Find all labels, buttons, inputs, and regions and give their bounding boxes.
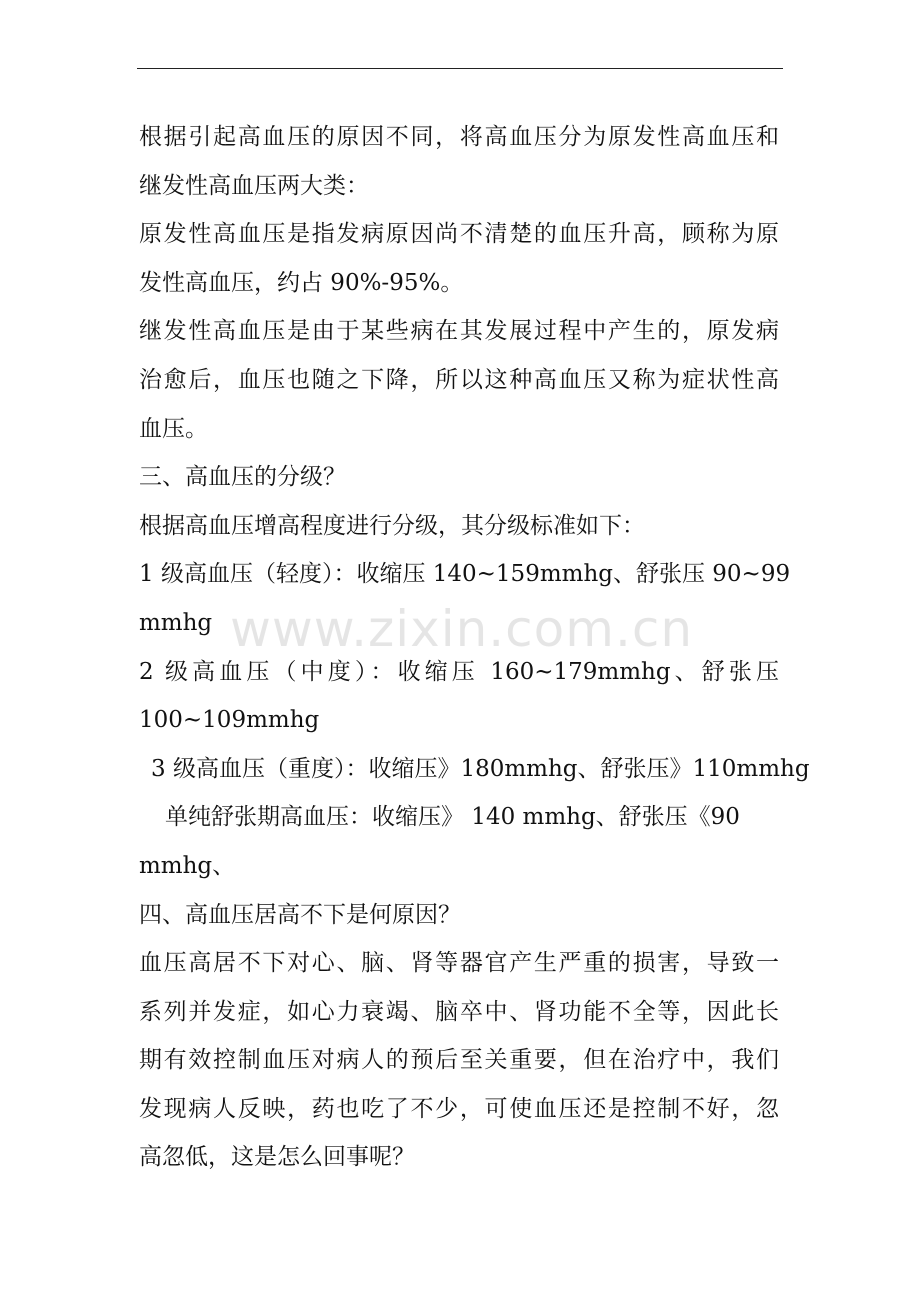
paragraph-line: 原发性高血压是指发病原因尚不清楚的血压升高，顾称为原	[139, 221, 779, 248]
body-text	[139, 113, 810, 1182]
paragraph-line: 根据高血压增高程度进行分级，其分级标准如下：	[139, 512, 645, 539]
paragraph-line: 继发性高血压两大类：	[139, 172, 369, 199]
paragraph-line: 治愈后，血压也随之下降，所以这种高血压又称为症状性高	[139, 366, 779, 393]
section-heading: 四、高血压居高不下是何原因？	[139, 901, 461, 928]
diastolic-line: 单纯舒张期高血压：收缩压》 140 mmhg、舒张压《90	[165, 804, 740, 831]
paragraph-line: 发现病人反映，药也吃了不少，可使血压还是控制不好，忽	[139, 1095, 779, 1122]
paragraph-line: 系列并发症，如心力衰竭、脑卒中、肾功能不全等，因此长	[139, 998, 779, 1025]
section-heading: 三、高血压的分级？	[139, 464, 346, 491]
watermark: www.zixin.com.cn	[230, 600, 694, 658]
grade-2-unit: 100~109mmhg	[139, 707, 320, 734]
grade-3-line: 3 级高血压（重度）：收缩压》180mmhg、舒张压》110mmhg	[151, 755, 810, 782]
paragraph-line: 根据引起高血压的原因不同，将高血压分为原发性高血压和	[139, 124, 779, 150]
grade-2-line: 2 级高血压（中度）：收缩压 160~179mmhg、舒张压	[139, 658, 779, 685]
paragraph-line: 高忽低，这是怎么回事呢？	[139, 1144, 415, 1171]
paragraph-line: 血压。	[139, 415, 208, 442]
diastolic-unit: mmhg、	[139, 852, 236, 879]
header-rule	[137, 68, 783, 69]
grade-1-unit: mmhg	[139, 609, 213, 636]
paragraph-line: 血压高居不下对心、脑、肾等器官产生严重的损害，导致一	[139, 950, 779, 977]
paragraph-line: 继发性高血压是由于某些病在其发展过程中产生的，原发病	[139, 318, 779, 345]
paragraph-line: 发性高血压，约占 90%-95%。	[139, 269, 464, 296]
paragraph-line: 期有效控制血压对病人的预后至关重要，但在治疗中，我们	[139, 1047, 779, 1074]
grade-1-line: 1 级高血压（轻度）：收缩压 140~159mmhg、舒张压 90~99	[139, 561, 791, 588]
